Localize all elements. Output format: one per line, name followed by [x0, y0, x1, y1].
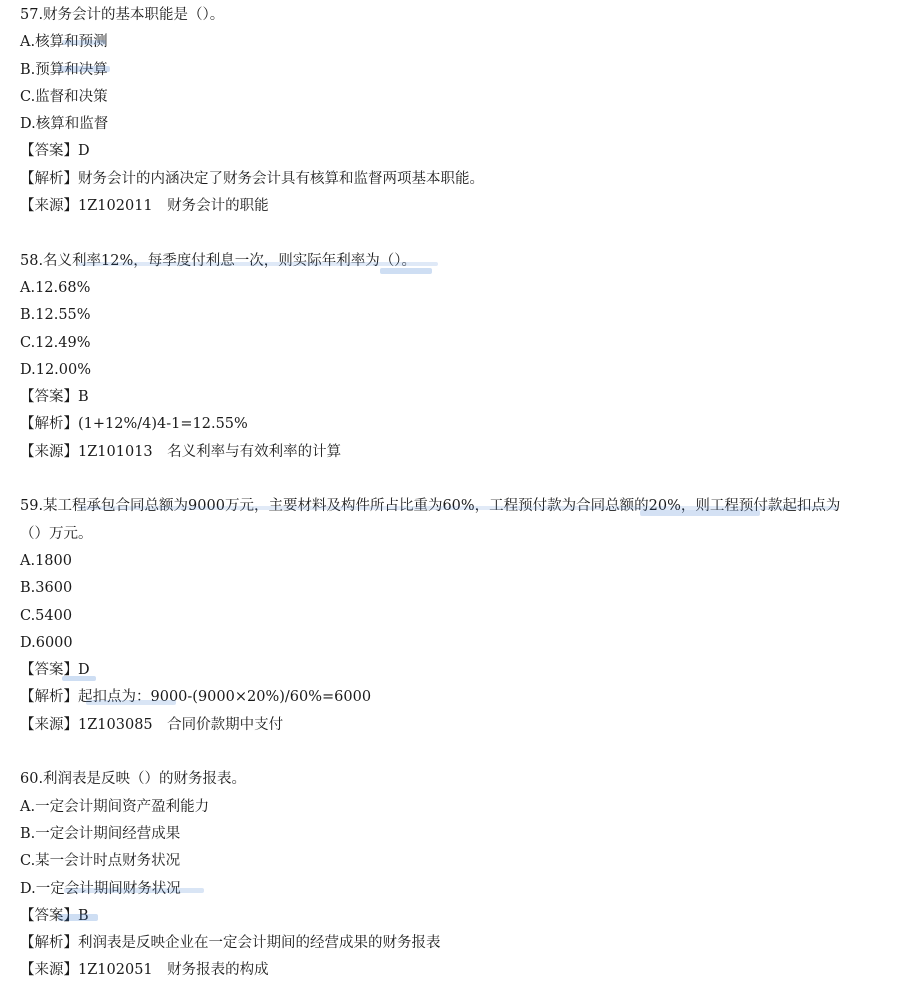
question-stem: 58.名义利率12%，每季度付利息一次，则实际年利率为（）。 — [20, 252, 417, 269]
question-58 — [20, 248, 890, 466]
option-b: B.一定会计期间经营成果 — [20, 825, 181, 842]
source-line: 【来源】1Z103085 合同价款期中支付 — [20, 716, 284, 733]
option-d: D.核算和监督 — [20, 116, 109, 133]
answer-line: 【答案】D — [20, 143, 90, 160]
option-b: B.3600 — [20, 580, 73, 597]
option-d: D.12.00% — [20, 361, 92, 378]
spacer — [20, 739, 890, 766]
source-line: 【来源】1Z102051 财务报表的构成 — [20, 962, 269, 979]
analysis-line: 【解析】(1+12%/4)4-1=12.55% — [20, 416, 248, 433]
source-line: 【来源】1Z101013 名义利率与有效利率的计算 — [20, 443, 342, 460]
spacer — [20, 220, 890, 247]
option-c: C.5400 — [20, 607, 73, 624]
source-line: 【来源】1Z102011 财务会计的职能 — [20, 198, 269, 215]
option-b: B.预算和决算 — [20, 61, 108, 78]
question-57 — [20, 2, 890, 220]
option-d: D.6000 — [20, 634, 73, 651]
question-stem: 59.某工程承包合同总额为9000万元，主要材料及构件所占比重为60%，工程预付款为合同总额的20%，则工程预付款起扣点为（）万元。 — [20, 498, 841, 542]
answer-line: 【答案】B — [20, 389, 89, 406]
option-a: A.12.68% — [20, 279, 91, 296]
spacer — [20, 466, 890, 493]
document-page — [20, 2, 890, 985]
option-a: A.一定会计期间资产盈利能力 — [20, 798, 210, 815]
question-stem: 57.财务会计的基本职能是（）。 — [20, 7, 225, 23]
analysis-line: 【解析】利润表是反映企业在一定会计期间的经营成果的财务报表 — [20, 935, 441, 952]
answer-line: 【答案】D — [20, 662, 90, 679]
analysis-line: 【解析】起扣点为：9000-(9000×20%)/60%=6000 — [20, 689, 372, 706]
question-stem: 60.利润表是反映（）的财务报表。 — [20, 771, 247, 788]
option-c: C.某一会计时点财务状况 — [20, 853, 181, 870]
option-c: C.12.49% — [20, 334, 91, 351]
question-59 — [20, 493, 890, 739]
question-60 — [20, 766, 890, 984]
option-c: C.监督和决策 — [20, 88, 108, 105]
option-a: A.1800 — [20, 552, 72, 569]
analysis-line: 【解析】财务会计的内涵决定了财务会计具有核算和监督两项基本职能。 — [20, 170, 484, 187]
option-b: B.12.55% — [20, 307, 91, 324]
answer-line: 【答案】B — [20, 907, 89, 924]
option-a: A.核算和预测 — [20, 34, 108, 51]
option-d: D.一定会计期间财务状况 — [20, 880, 181, 897]
